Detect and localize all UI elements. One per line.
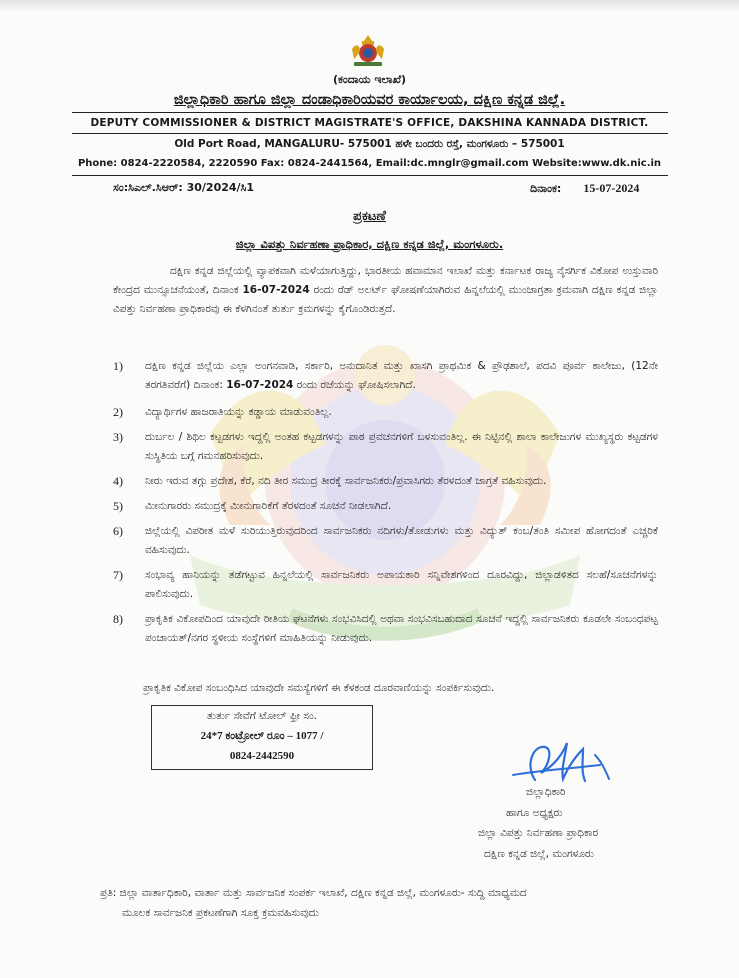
notice-subheading: ಜಿಲ್ಲಾ ವಿಪತ್ತು ನಿರ್ವಹಣಾ ಪ್ರಾಧಿಕಾರ, ದಕ್ಷಿಣ ಕನ್ನಡ ಜಿಲ್ಲೆ, ಮಂಗಳೂರು.	[235, 237, 504, 251]
header-rule-middle	[72, 133, 668, 134]
list-item-number: 2)	[113, 405, 123, 419]
tollfree-box	[151, 705, 373, 770]
list-item-text: ಮೀನುಗಾರರು ಸಮುದ್ರಕ್ಕೆ ಮೀನುಗಾರಿಕೆಗೆ ತೆರಳದಂತೆ ಸೂಚನೆ ನೀಡಲಾಗಿದೆ.	[145, 500, 392, 512]
department-label: (ಕಂದಾಯ ಇಲಾಖೆ)	[332, 73, 407, 86]
signatory-title: ಜಿಲ್ಲಾಧಿಕಾರಿ	[526, 786, 566, 798]
karnataka-emblem-icon	[348, 33, 388, 69]
signatory-authority: ಜಿಲ್ಲಾ ವಿಪತ್ತು ನಿರ್ವಹಣಾ ಪ್ರಾಧಿಕಾರ	[478, 827, 599, 839]
list-item-number: 5)	[113, 499, 123, 513]
signatory-role: ಹಾಗೂ ಅಧ್ಯಕ್ಷರು	[506, 806, 563, 819]
office-title-english: DEPUTY COMMISSIONER & DISTRICT MAGISTRATE'S OFFICE, DAKSHINA KANNADA DISTRICT.	[90, 117, 649, 129]
office-title-kannada: ಜಿಲ್ಲಾಧಿಕಾರಿ ಹಾಗೂ ಜಿಲ್ಲಾ ದಂಡಾಧಿಕಾರಿಯವರ ಕಾರ್ಯಾಲಯ, ದಕ್ಷಿಣ ಕನ್ನಡ ಜಿಲ್ಲೆ.	[173, 92, 566, 108]
list-item-text: ಜಿಲ್ಲೆಯಲ್ಲಿ ವಿಪರೀತ ಮಳೆ ಸುರಿಯುತ್ತಿರುವುದರಿಂದ ಸಾರ್ವಜನಿಕರು ನದಿಗಳು/ತೋಡುಗಳು ಮತ್ತು ವಿದ್ಯುತ್ ಕಂಬ/ತಂತಿ ಸಮೀಪ ಹೋಗದಂತೆ ಎಚ್ಚರಿಕೆ ವಹಿಸುವುದು.	[145, 525, 658, 556]
list-item	[113, 566, 658, 604]
list-item	[113, 522, 658, 560]
measures-list	[113, 357, 658, 648]
office-address: Old Port Road, MANGALURU- 575001 ಹಳೇ ಬಂದರು ರಸ್ತೆ, ಮಂಗಳೂರು – 575001	[174, 138, 565, 150]
list-item	[113, 357, 658, 395]
list-item-number: 8)	[113, 612, 123, 626]
list-item	[113, 428, 658, 466]
copy-to-line-1: ಪ್ರತಿ: ಜಿಲ್ಲಾ ವಾರ್ತಾಧಿಕಾರಿ, ವಾರ್ತಾ ಮತ್ತು ಸಾರ್ವಜನಿಕ ಸಂಪರ್ಕ ಇಲಾಖೆ, ದಕ್ಷಿಣ ಕನ್ನಡ ಜಿಲ್ಲೆ, ಮಂಗಳೂರು- ಸುದ್ದಿ ಮಾಧ್ಯಮದ	[100, 887, 527, 899]
tollfree-title: ತುರ್ತು ಸೇವೆಗೆ ಟೋಲ್ ಫ್ರೀ ಸಂ.	[207, 710, 317, 722]
list-item-text: ಸಂಭಾವ್ಯ ಹಾನಿಯನ್ನು ತಡೆಗಟ್ಟುವ ಹಿನ್ನಲೆಯಲ್ಲಿ ಸಾರ್ವಜನಿಕರು ಅಪಾಯಕಾರಿ ಸನ್ನಿವೇಶಗಳಿಂದ ದೂರವಿದ್ದು, ಜಿಲ್ಲಾಡಳಿತದ ಸಲಹೆ/ಸೂಚನೆಗಳನ್ನು ಪಾಲಿಸುವುದು.	[145, 569, 658, 600]
list-item	[113, 472, 658, 491]
list-item-number: 3)	[113, 430, 123, 444]
list-item-text: ನೀರು ಇರುವ ತಗ್ಗು ಪ್ರದೇಶ, ಕೆರೆ, ನದಿ ತೀರ ಸಮುದ್ರ ತೀರಕ್ಕೆ ಸಾರ್ವಜನಿಕರು/ಪ್ರವಾಸಿಗರು ತೆರಳದಂತೆ ಜಾಗ್ರತೆ ವಹಿಸುವುದು.	[145, 475, 547, 487]
list-item-text: ದುರ್ಬಲ / ಶಿಥಿಲ ಕಟ್ಟಡಗಳು ಇದ್ದಲ್ಲಿ ಅಂತಹ ಕಟ್ಟಡಗಳನ್ನು ಪಾಠ ಪ್ರವಚನಗಳಿಗೆ ಬಳಸುವಂತಿಲ್ಲ. ಈ ನಿಟ್ಟಿನಲ್ಲಿ ಶಾಲಾ ಕಾಲೇಜುಗಳ ಮುಖ್ಯಸ್ಥರು ಕಟ್ಟಡಗಳ ಸುಸ್ಥಿತಿಯ ಬಗ್ಗೆ ಗಮನಹರಿಸುವುದು.	[145, 431, 658, 462]
notice-heading: ಪ್ರಕಟಣೆ	[353, 209, 386, 224]
signatory-block	[478, 782, 658, 864]
document-date	[530, 181, 639, 196]
header-rule-top	[72, 112, 668, 113]
list-item-text: ವಿದ್ಯಾರ್ಥಿಗಳ ಹಾಜರಾತಿಯನ್ನು ಕಡ್ಡಾಯ ಮಾಡುವಂತಿಲ್ಲ.	[145, 406, 332, 418]
tollfree-control-room: 24*7 ಕಂಟ್ರೋಲ್ ರೂಂ – 1077 /	[200, 730, 324, 742]
list-item-text: ದಕ್ಷಿಣ ಕನ್ನಡ ಜಿಲ್ಲೆಯ ಎಲ್ಲಾ ಅಂಗನವಾಡಿ, ಸರ್ಕಾರಿ, ಅನುದಾನಿತ ಮತ್ತು ಖಾಸಗಿ ಪ್ರಾಥಮಿಕ & ಪ್ರೌಢಶಾಲೆ, ಪದವಿ ಪೂರ್ವ ಕಾಲೇಜು, (12ನೇ ತರಗತಿವರೆಗೆ) ದಿನಾಂಕ:	[145, 360, 658, 391]
header-rule-bottom	[72, 175, 668, 176]
list-item	[113, 403, 658, 422]
intro-date: 16-07-2024	[242, 284, 310, 296]
date-value: 15-07-2024	[583, 181, 640, 195]
copy-to-line-2: ಮೂಲಕ ಸಾರ್ವಜನಿಕ ಪ್ರಕಟಣೆಗಾಗಿ ಸೂಕ್ತ ಕ್ರಮವಹಿಸುವುದು	[122, 907, 319, 919]
date-label: ದಿನಾಂಕ:	[530, 182, 562, 195]
list-item	[113, 497, 658, 516]
list-item-text: ಪ್ರಾಕೃತಿಕ ವಿಕೋಪದಿಂದ ಯಾವುದೇ ರೀತಿಯ ಘಟನೆಗಳು ಸಂಭವಿಸಿದಲ್ಲಿ ಅಥವಾ ಸಂಭವಿಸಬಹುದಾದ ಸೂಚನೆ ಇದ್ದಲ್ಲಿ ಸಾರ್ವಜನಿಕರು ಕೂಡಲೇ ಸಂಬಂಧಪಟ್ಟ ಪಂಚಾಯತ್/ನಗರ ಸ್ಥಳೀಯ ಸಂಸ್ಥೆಗಳಿಗೆ ಮಾಹಿತಿಯನ್ನು ನೀಡುವುದು.	[145, 613, 658, 644]
office-contact: Phone: 0824-2220584, 2220590 Fax: 0824-2441564, Email:dc.mnglr@gmail.com Website:www.dk.nic.in	[77, 158, 662, 169]
list-item-text-end: ರಂದು ರಜೆಯನ್ನು ಘೋಷಿಸಲಾಗಿದೆ.	[296, 379, 416, 391]
list-item-number: 6)	[113, 524, 123, 538]
contact-note: ಪ್ರಾಕೃತಿಕ ವಿಕೋಪ ಸಂಬಂಧಿಸಿದ ಯಾವುದೇ ಸಮಸ್ಯೆಗಳಿಗೆ ಈ ಕೆಳಕಂಡ ದೂರವಾಣಿಯನ್ನು ಸಂಪರ್ಕಿಸುವುದು.	[143, 682, 495, 694]
intro-paragraph	[113, 262, 658, 319]
list-item-number: 1)	[113, 359, 123, 373]
list-item-number: 4)	[113, 474, 123, 488]
intro-text-a: ದಕ್ಷಿಣ ಕನ್ನಡ ಜಿಲ್ಲೆಯಲ್ಲಿ ವ್ಯಾಪಕವಾಗಿ ಮಳೆಯಾಗುತ್ತಿದ್ದು, ಭಾರತೀಯ ಹವಾಮಾನ ಇಲಾಖೆ ಮತ್ತು ಕರ್ನಾಟಕ ರಾಜ್ಯ ನೈಸರ್ಗಿಕ ವಿಕೋಪ ಉಸ್ತುವಾರಿ ಕೇಂದ್ರದ ಮುನ್ಸೂಚನೆಯಂತೆ, ದಿನಾಂಕ	[113, 265, 658, 296]
intro-text-b: ರಂದು ರೆಡ್ ಅಲರ್ಟ್ ಘೋಷಣೆಯಾಗಿರುವ ಹಿನ್ನಲೆಯಲ್ಲಿ ಮುಂಜಾಗ್ರತಾ ಕ್ರಮವಾಗಿ ದಕ್ಷಿಣ ಕನ್ನಡ ಜಿಲ್ಲಾ ವಿಪತ್ತು ನಿರ್ವಹಣಾ ಪ್ರಾಧಿಕಾರವು ಈ ಕೆಳಗಿನಂತೆ ತುರ್ತು ಕ್ರಮಗಳನ್ನು ಕೈಗೊಂಡಿರುತ್ತದೆ.	[113, 284, 658, 315]
list-item	[113, 610, 658, 648]
tollfree-number: 0824-2442590	[229, 750, 295, 762]
reference-number: ಸಂ:ಸಿಎಲ್.ಸಿಆರ್: 30/2024/ಸಿ1	[113, 181, 255, 194]
signatory-location: ದಕ್ಷಿಣ ಕನ್ನಡ ಜಿಲ್ಲೆ, ಮಂಗಳೂರು	[484, 847, 594, 860]
list-item-date: 16-07-2024	[226, 379, 294, 391]
copy-to-block	[100, 883, 660, 923]
page-edge-shadow	[0, 0, 739, 12]
list-item-number: 7)	[113, 568, 123, 582]
